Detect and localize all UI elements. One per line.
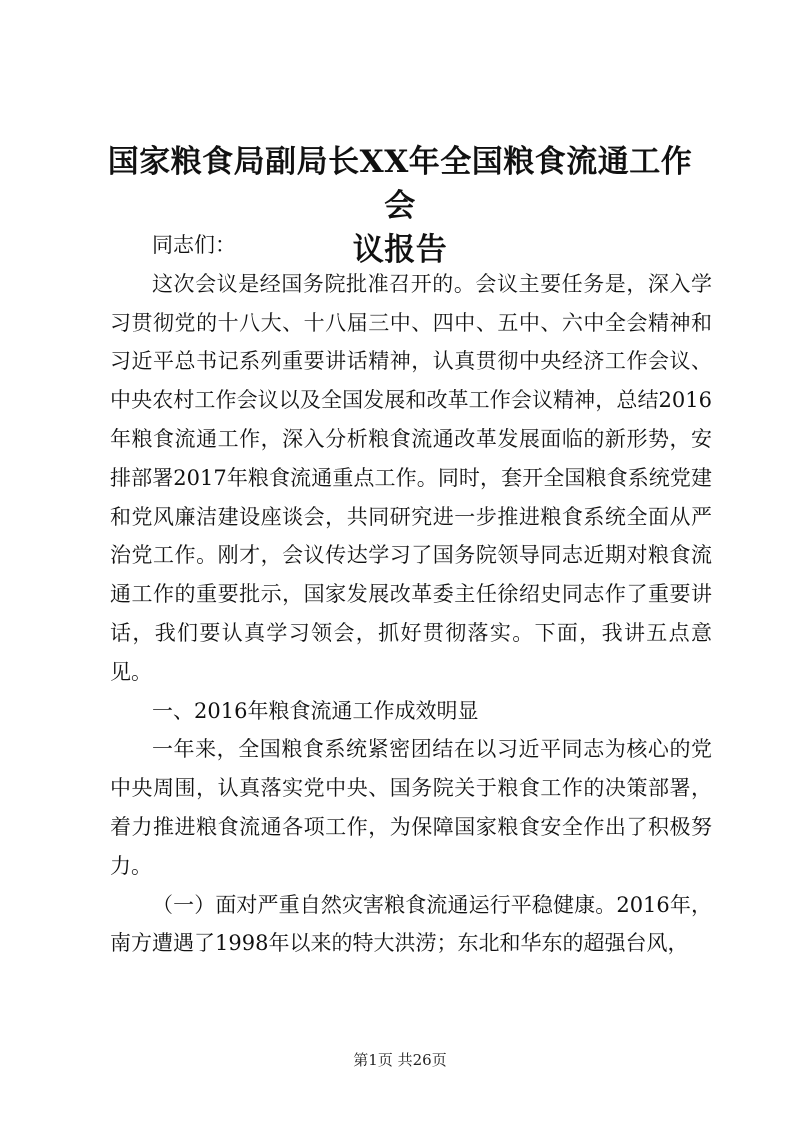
salutation: 同志们：: [152, 233, 236, 257]
paragraph-subsection-1: （一）面对严重自然灾害粮食流通运行平稳健康。2016年，南方遭遇了1998年以来的特大洪涝；东北和华东的超强台风，: [110, 892, 712, 956]
paragraph-section-1: 一年来，全国粮食系统紧密团结在以习近平同志为核心的党中央周围，认真落实党中央、国务院关于粮食工作的决策部署，着力推进粮食流通各项工作，为保障国家粮食安全作出了积极努力。: [110, 737, 712, 878]
title-line-1: 国家粮食局副局长XX年全国粮食流通工作会: [107, 144, 693, 224]
document-body: [110, 226, 712, 963]
section-heading-1: 一、2016年粮食流通工作成效明显: [152, 698, 479, 723]
title-line-2: 议报告: [352, 232, 448, 268]
page-footer: 第1页 共26页: [353, 1051, 447, 1069]
paragraph-intro: 这次会议是经国务院批准召开的。会议主要任务是，深入学习贯彻党的十八大、十八届三中、四中、五中、六中全会精神和习近平总书记系列重要讲话精神，认真贯彻中央经济工作会议、中央农村工作会议以及全国发展和改革工作会议精神，总结2016年粮食流通工作，深入分析粮食流通改革发展面临的新形势，安排部署2017年粮食流通重点工作。同时，套开全国粮食系统党建和党风廉洁建设座谈会，共同研究进一步推进粮食系统全面从严治党工作。刚才，会议传达学习了国务院领导同志近期对粮食流通工作的重要批示，国家发展改革委主任徐绍史同志作了重要讲话，我们要认真学习领会，抓好贯彻落实。下面，我讲五点意见。: [110, 271, 712, 684]
